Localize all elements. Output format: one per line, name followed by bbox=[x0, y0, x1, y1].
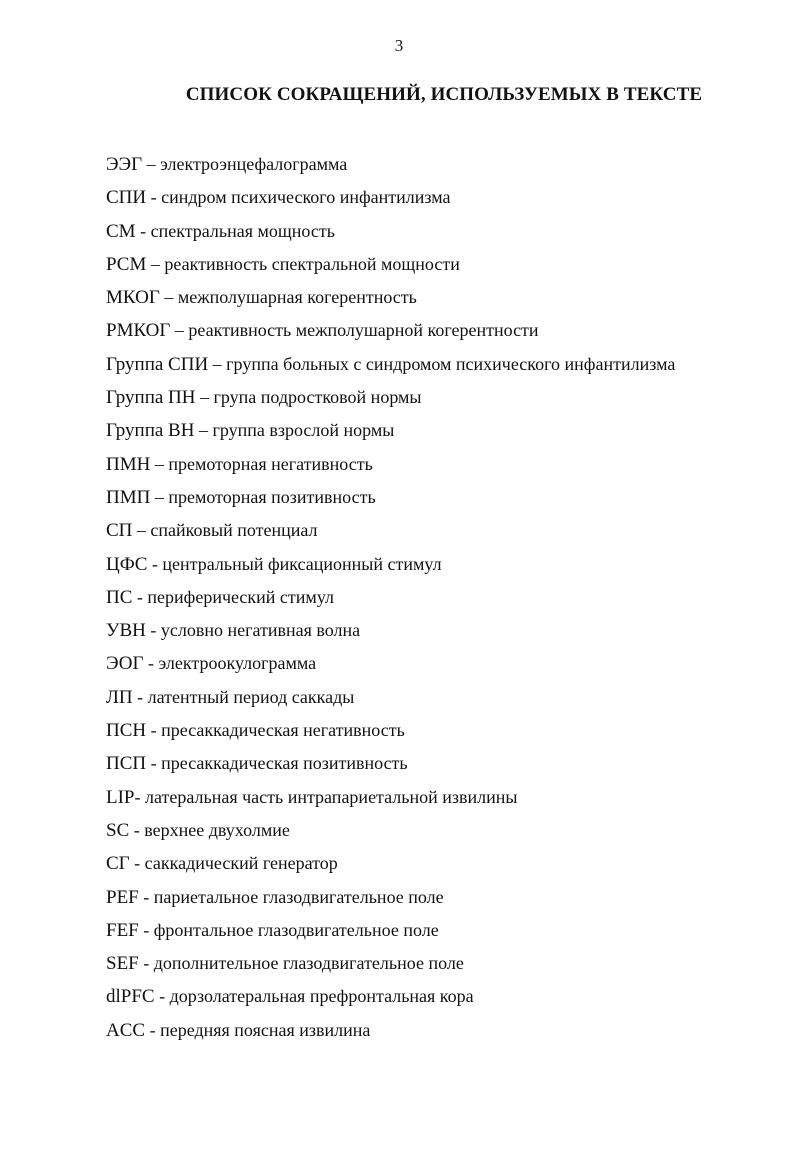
abbreviation-definition: пресаккадическая позитивность bbox=[161, 753, 408, 774]
abbreviation-term: СГ bbox=[106, 853, 130, 875]
abbreviation-item bbox=[106, 949, 758, 982]
abbreviation-term: SC bbox=[106, 819, 130, 841]
abbreviation-separator: - bbox=[129, 853, 145, 874]
abbreviation-item bbox=[106, 217, 758, 250]
abbreviation-item bbox=[106, 183, 758, 216]
abbreviation-definition: электроокулограмма bbox=[158, 653, 317, 674]
abbreviation-term: dlPFC bbox=[106, 986, 155, 1008]
abbreviation-term: ЦФС bbox=[106, 553, 148, 575]
abbreviation-separator: – bbox=[208, 353, 227, 374]
abbreviation-term: ПМН bbox=[106, 453, 151, 475]
abbreviation-term: ПСН bbox=[106, 720, 147, 742]
abbreviation-separator: - bbox=[134, 786, 145, 807]
abbreviation-item bbox=[106, 150, 758, 183]
abbreviation-term: PEF bbox=[106, 886, 139, 908]
abbreviation-term: SEF bbox=[106, 953, 139, 975]
abbreviation-definition: пресаккадическая негативность bbox=[161, 720, 405, 741]
abbreviation-definition: периферический стимул bbox=[147, 586, 335, 607]
abbreviation-separator: – bbox=[150, 486, 169, 507]
abbreviation-item bbox=[106, 350, 758, 383]
abbreviation-separator: - bbox=[138, 886, 154, 907]
abbreviation-item bbox=[106, 383, 758, 416]
page-number: 3 bbox=[394, 36, 404, 55]
abbreviation-definition: реактивность спектральной мощности bbox=[164, 253, 460, 274]
abbreviation-definition: латентный период саккады bbox=[147, 686, 355, 707]
abbreviation-term: Группа ПН bbox=[106, 387, 196, 409]
abbreviation-item bbox=[106, 416, 758, 449]
abbreviation-item bbox=[106, 783, 758, 816]
abbreviation-term: Группа ВН bbox=[106, 420, 195, 442]
abbreviation-item bbox=[106, 283, 758, 316]
abbreviation-separator: – bbox=[142, 154, 161, 174]
abbreviation-term: ПС bbox=[106, 586, 133, 608]
abbreviation-definition: дополнительное глазодвигательное поле bbox=[153, 953, 464, 974]
abbreviation-definition: фронтальное глазодвигательное поле bbox=[153, 919, 439, 940]
abbreviation-term: СП bbox=[106, 520, 133, 542]
abbreviation-separator: - bbox=[138, 953, 154, 974]
abbreviation-item bbox=[106, 250, 758, 283]
abbreviation-definition: дорзолатеральная префронтальная кора bbox=[169, 986, 474, 1007]
abbreviation-term: ACC bbox=[106, 1019, 146, 1041]
abbreviation-definition: группа больных с синдромом психического инфантилизма bbox=[226, 353, 676, 374]
abbreviation-separator: - bbox=[145, 1019, 161, 1040]
abbreviation-item bbox=[106, 483, 758, 516]
abbreviation-term: РМКОГ bbox=[106, 320, 171, 342]
abbreviation-separator: - bbox=[145, 620, 161, 641]
abbreviation-item bbox=[106, 649, 758, 682]
abbreviation-term: ПМП bbox=[106, 486, 151, 508]
abbreviation-item bbox=[106, 883, 758, 916]
abbreviation-separator: - bbox=[138, 919, 154, 940]
abbreviation-term: СПИ bbox=[106, 187, 147, 209]
abbreviation-item bbox=[106, 550, 758, 583]
abbreviation-definition: спектральная мощность bbox=[150, 220, 335, 241]
abbreviation-item bbox=[106, 916, 758, 949]
abbreviation-term: ЭЭГ bbox=[106, 154, 143, 175]
abbreviation-definition: латеральная часть интрапариетальной извилины bbox=[145, 786, 518, 807]
abbreviation-definition: группа взрослой нормы bbox=[212, 420, 395, 441]
abbreviation-item bbox=[106, 749, 758, 782]
abbreviation-definition: синдром психического инфантилизма bbox=[161, 187, 451, 208]
abbreviation-item bbox=[106, 516, 758, 549]
abbreviation-term: ЭОГ bbox=[106, 653, 144, 675]
abbreviation-term: ЛП bbox=[106, 686, 133, 708]
abbreviation-definition: саккадический генератор bbox=[144, 853, 338, 874]
abbreviation-definition: групa подростковой нормы bbox=[213, 387, 422, 408]
abbreviation-item bbox=[106, 816, 758, 849]
abbreviation-separator: - bbox=[146, 753, 162, 774]
abbreviation-item bbox=[106, 616, 758, 649]
abbreviation-separator: - bbox=[143, 653, 159, 674]
abbreviation-list bbox=[106, 150, 758, 1049]
abbreviation-item bbox=[106, 450, 758, 483]
abbreviation-separator: – bbox=[170, 320, 189, 341]
abbreviation-definition: верхнее двухолмие bbox=[144, 819, 290, 840]
abbreviation-term: МКОГ bbox=[106, 287, 160, 309]
abbreviation-term: Группа СПИ bbox=[106, 353, 209, 375]
abbreviation-item bbox=[106, 982, 758, 1015]
abbreviation-definition: премоторная негативность bbox=[168, 453, 373, 474]
abbreviation-definition: передняя поясная извилина bbox=[160, 1019, 371, 1040]
abbreviation-separator: - bbox=[132, 686, 148, 707]
abbreviation-item bbox=[106, 583, 758, 616]
abbreviation-term: ПСП bbox=[106, 753, 147, 775]
page-title: СПИСОК СОКРАЩЕНИЙ, ИСПОЛЬЗУЕМЫХ В ТЕКСТЕ bbox=[185, 84, 703, 105]
abbreviation-separator: - bbox=[132, 586, 148, 607]
abbreviation-definition: центральный фиксационный стимул bbox=[162, 553, 442, 574]
abbreviation-item bbox=[106, 716, 758, 749]
abbreviation-separator: – bbox=[146, 253, 165, 274]
abbreviation-item bbox=[106, 1016, 758, 1049]
abbreviation-separator: - bbox=[135, 220, 151, 241]
abbreviation-separator: - bbox=[146, 720, 162, 741]
abbreviation-term: LIP bbox=[106, 786, 135, 808]
abbreviation-definition: премоторная позитивность bbox=[168, 486, 376, 507]
abbreviation-definition: париетальное глазодвигательное поле bbox=[153, 886, 444, 907]
abbreviation-definition: реактивность межполушарной когерентности bbox=[188, 320, 539, 341]
abbreviation-separator: – bbox=[195, 387, 214, 408]
abbreviation-separator: – bbox=[159, 287, 178, 308]
abbreviation-definition: межполушарная когерентность bbox=[177, 287, 417, 308]
abbreviation-separator: - bbox=[146, 187, 162, 208]
abbreviation-separator: – bbox=[194, 420, 213, 441]
abbreviation-separator: – bbox=[150, 453, 169, 474]
abbreviation-term: СМ bbox=[106, 220, 136, 242]
abbreviation-separator: – bbox=[132, 520, 151, 541]
abbreviation-definition: электроэнцефалограмма bbox=[160, 154, 348, 174]
abbreviation-separator: - bbox=[129, 819, 145, 840]
abbreviation-separator: - bbox=[154, 986, 170, 1007]
abbreviation-item bbox=[106, 683, 758, 716]
abbreviation-item bbox=[106, 849, 758, 882]
abbreviation-item bbox=[106, 316, 758, 349]
abbreviation-definition: спайковый потенциал bbox=[150, 520, 318, 541]
abbreviation-definition: условно негативная волна bbox=[160, 620, 361, 641]
abbreviation-term: УВН bbox=[106, 620, 146, 642]
abbreviation-term: FEF bbox=[106, 919, 139, 941]
abbreviation-term: РСМ bbox=[106, 253, 147, 275]
abbreviation-separator: - bbox=[147, 553, 163, 574]
